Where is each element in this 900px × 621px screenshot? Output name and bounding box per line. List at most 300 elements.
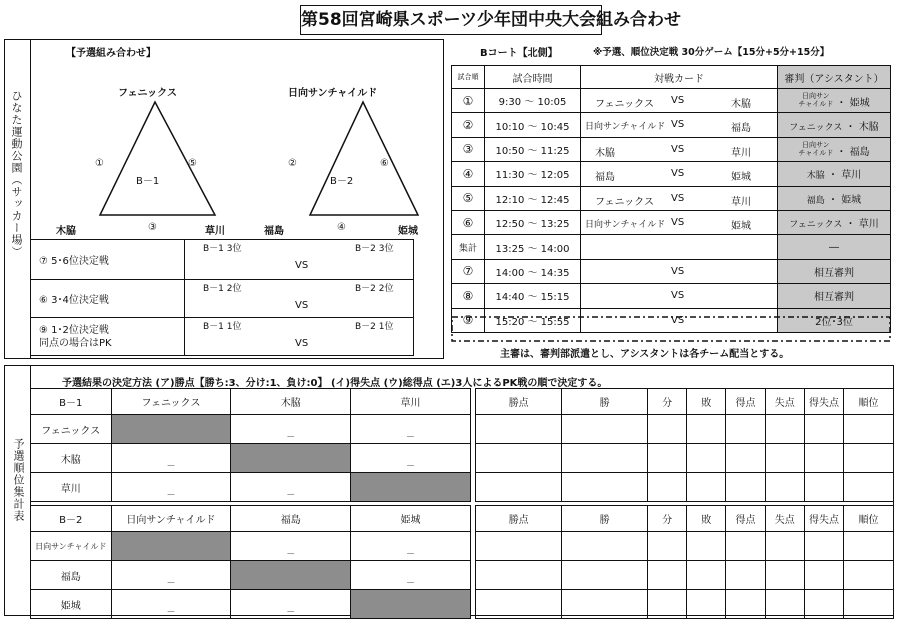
vs-label: VS xyxy=(295,338,309,349)
stat-cell[interactable] xyxy=(562,473,648,502)
standings-row xyxy=(31,444,894,473)
referee-1: 木脇 xyxy=(806,171,825,182)
stat-cell[interactable] xyxy=(804,561,843,590)
schedule-row xyxy=(452,162,891,186)
stat-cell[interactable] xyxy=(476,415,562,444)
team-row-text: 福島 xyxy=(60,571,81,583)
team-row-label xyxy=(31,473,112,502)
stat-cell[interactable] xyxy=(562,415,648,444)
stat-cell[interactable] xyxy=(562,532,648,561)
finals-table xyxy=(30,239,414,356)
match-card xyxy=(581,162,778,186)
self-cell xyxy=(351,590,471,619)
schedule-row xyxy=(452,210,891,234)
match-no xyxy=(452,137,485,161)
stat-cell[interactable] xyxy=(562,590,648,619)
result-cell xyxy=(111,473,231,502)
away-team: 草川 xyxy=(731,196,751,208)
stat-header-text: 失点 xyxy=(774,515,795,526)
standings-row xyxy=(31,590,894,619)
stat-cell[interactable] xyxy=(726,590,765,619)
stat-cell[interactable] xyxy=(476,444,562,473)
referee-1: 日向サン xyxy=(801,140,830,149)
schedule-row xyxy=(452,113,891,137)
match-no xyxy=(452,259,485,283)
b2-match-left: ② xyxy=(288,158,297,169)
team-col-text: 姫城 xyxy=(400,515,421,526)
stat-cell[interactable] xyxy=(844,561,894,590)
result-cell xyxy=(351,415,471,444)
col-header-text: 試合順 xyxy=(457,73,479,81)
referee-dot: ・ xyxy=(828,170,838,182)
court-footer: 主審は、審判部派遣とし、アシスタントは各チーム配当とする。 xyxy=(500,349,790,360)
match-no xyxy=(452,89,485,113)
result-dash: － xyxy=(286,491,296,501)
b1-name: B－1 xyxy=(136,176,160,187)
stat-cell[interactable] xyxy=(687,473,726,502)
stat-cell[interactable] xyxy=(765,590,804,619)
referee-2: 福島 xyxy=(849,146,870,158)
referee-dot: ・ xyxy=(828,194,838,206)
self-cell xyxy=(351,473,471,502)
match-time xyxy=(485,259,581,283)
referee-cell xyxy=(778,259,891,283)
result-dash: － xyxy=(406,433,416,443)
b1-match-right: ⑤ xyxy=(188,158,197,169)
court-label: Bコート【北側】 xyxy=(480,48,558,59)
referee-cell xyxy=(778,210,891,234)
stat-header-text: 分 xyxy=(662,515,673,526)
col-header xyxy=(485,66,581,89)
referee-text: ― xyxy=(829,241,839,253)
result-cell xyxy=(111,561,231,590)
final-cell xyxy=(185,240,414,280)
stat-cell[interactable] xyxy=(726,532,765,561)
team-row-label xyxy=(31,590,112,619)
stat-cell[interactable] xyxy=(726,473,765,502)
col-header xyxy=(581,66,778,89)
match-time xyxy=(485,162,581,186)
stat-cell[interactable] xyxy=(726,444,765,473)
team-col-text: 福島 xyxy=(280,515,301,526)
stat-cell[interactable] xyxy=(648,444,687,473)
stat-cell[interactable] xyxy=(648,590,687,619)
match-time-text: 14:40 ～ 15:15 xyxy=(495,292,570,304)
result-dash: － xyxy=(406,550,416,560)
away-team: 草川 xyxy=(731,147,751,159)
referee-cell xyxy=(778,113,891,137)
page-title: 第58回宮崎県スポーツ少年団中央大会組み合わせ xyxy=(300,5,602,35)
match-no-text: ⑤ xyxy=(462,191,474,206)
match-no-text: ③ xyxy=(462,142,474,157)
final-label xyxy=(31,240,185,280)
match-no-text: ② xyxy=(462,118,474,133)
away-team: 姫城 xyxy=(731,172,751,184)
schedule-row xyxy=(452,235,891,259)
match-card xyxy=(581,235,778,259)
standings-header xyxy=(31,389,894,415)
referee-1b: チャイルド xyxy=(798,100,834,109)
referee-1: フェニックス xyxy=(789,122,843,133)
referee-cell xyxy=(778,162,891,186)
schedule-table xyxy=(451,65,891,333)
match-no-text: ⑦ xyxy=(462,264,474,279)
stat-cell[interactable] xyxy=(562,561,648,590)
team-col-header xyxy=(351,389,471,415)
match-time-text: 9:30 ～ 10:05 xyxy=(498,97,567,109)
away-team: 姫城 xyxy=(731,220,751,232)
stat-cell[interactable] xyxy=(804,532,843,561)
match-time xyxy=(485,210,581,234)
team-row-text: 日向サンチャイルド xyxy=(35,541,107,551)
match-no xyxy=(452,235,485,259)
referee-2: 姫城 xyxy=(841,194,862,206)
match-card xyxy=(581,89,778,113)
stat-cell[interactable] xyxy=(562,444,648,473)
referee-text: 相互審判 xyxy=(814,267,854,279)
stat-cell[interactable] xyxy=(844,590,894,619)
stat-header xyxy=(476,506,562,532)
vs-label: VS xyxy=(671,192,685,204)
team-col-header xyxy=(231,389,351,415)
left-seed: B－1 2位 xyxy=(203,284,242,294)
referee-cell xyxy=(778,137,891,161)
match-card xyxy=(581,210,778,234)
court-note: ※予選、順位決定戦 30分ゲーム【15分+5分+15分】 xyxy=(593,47,830,58)
final-label-note: 同点の場合はPK xyxy=(39,337,112,349)
referee-dot: ・ xyxy=(845,219,856,231)
team-col-text: フェニックス xyxy=(141,398,201,409)
result-dash: － xyxy=(286,608,296,618)
match-card xyxy=(581,284,778,308)
left-seed: B－1 3位 xyxy=(203,244,242,254)
stat-header xyxy=(804,506,843,532)
stat-header-text: 得失点 xyxy=(808,515,839,526)
stat-header xyxy=(726,506,765,532)
self-cell xyxy=(231,444,351,473)
standings-header xyxy=(31,506,894,532)
home-team: 日向サンチャイルド xyxy=(585,219,666,230)
match-time xyxy=(485,137,581,161)
match-time xyxy=(485,284,581,308)
match-time-text: 11:30 ～ 12:05 xyxy=(495,170,570,182)
result-dash: － xyxy=(406,462,416,472)
result-dash: － xyxy=(286,433,296,443)
stat-header xyxy=(687,506,726,532)
result-dash: － xyxy=(286,550,296,560)
stat-header xyxy=(804,389,843,415)
result-cell xyxy=(351,532,471,561)
schedule-row xyxy=(452,259,891,283)
stat-header xyxy=(844,389,894,415)
match-no-text: ⑧ xyxy=(462,288,474,303)
triangle-b1 xyxy=(100,102,215,215)
match-no xyxy=(452,113,485,137)
match-no xyxy=(452,186,485,210)
col-header-text: 試合時間 xyxy=(512,73,553,85)
match-time-text: 10:10 ～ 10:45 xyxy=(495,121,570,133)
result-dash: － xyxy=(166,462,176,472)
stat-cell[interactable] xyxy=(765,444,804,473)
result-dash: － xyxy=(166,608,176,618)
schedule-row xyxy=(452,137,891,161)
vs-label: VS xyxy=(671,168,685,180)
match-time-text: 12:50 ～ 13:25 xyxy=(495,219,570,231)
stat-cell[interactable] xyxy=(687,444,726,473)
venue-label: ひなた運動公園（サッカー場） xyxy=(10,90,23,258)
team-row-label xyxy=(31,532,112,561)
rules-text: 予選結果の決定方法 (ア)勝点【勝ち:3、分け:1、負け:0】 (イ)得失点 (ウ)総得点 (エ)3人によるPK戦の順で決定する。 xyxy=(62,378,608,389)
match-time xyxy=(485,235,581,259)
self-cell xyxy=(111,532,231,561)
vs-label: VS xyxy=(295,260,309,271)
home-team: フェニックス xyxy=(595,196,654,208)
stat-header xyxy=(648,506,687,532)
highlight-box xyxy=(451,316,891,342)
stat-header xyxy=(726,389,765,415)
stat-header-text: 得点 xyxy=(735,398,756,409)
match-no xyxy=(452,210,485,234)
match-time xyxy=(485,113,581,137)
col-header xyxy=(778,66,891,89)
stat-cell[interactable] xyxy=(804,415,843,444)
stat-cell[interactable] xyxy=(804,590,843,619)
result-cell xyxy=(351,444,471,473)
self-cell xyxy=(231,561,351,590)
final-label xyxy=(31,280,185,318)
stat-cell[interactable] xyxy=(476,473,562,502)
match-no-text: ④ xyxy=(462,166,474,181)
match-no-text: ⑥ xyxy=(462,215,474,230)
final-label-text: ⑦ 5･6位決定戦 xyxy=(39,256,109,267)
stat-cell[interactable] xyxy=(765,415,804,444)
match-time xyxy=(485,186,581,210)
vs-label: VS xyxy=(671,95,685,106)
team-col-text: 日向サンチャイルド xyxy=(126,515,216,526)
group-name-text: B－1 xyxy=(59,398,83,409)
away-team: 木脇 xyxy=(731,99,751,110)
match-time-text: 12:10 ～ 12:45 xyxy=(495,194,570,206)
stat-header xyxy=(648,389,687,415)
referee-1: フェニックス xyxy=(789,220,843,231)
final-cell xyxy=(185,280,414,318)
referee-text: 相互審判 xyxy=(814,292,854,304)
right-seed: B－2 3位 xyxy=(355,244,394,254)
match-card xyxy=(581,137,778,161)
team-col-header xyxy=(351,506,471,532)
b2-match-bottom: ④ xyxy=(337,222,346,233)
right-seed: B－2 1位 xyxy=(355,322,394,332)
final-label-text: ⑥ 3･4位決定戦 xyxy=(39,295,109,306)
stat-cell[interactable] xyxy=(765,561,804,590)
b1-match-left: ① xyxy=(95,158,104,169)
match-time xyxy=(485,89,581,113)
right-seed: B－2 2位 xyxy=(355,284,394,294)
left-seed: B－1 1位 xyxy=(203,322,242,332)
stat-cell[interactable] xyxy=(765,532,804,561)
stat-cell[interactable] xyxy=(648,415,687,444)
stat-header xyxy=(687,389,726,415)
home-team: 日向サンチャイルド xyxy=(585,122,666,133)
referee-dot: ・ xyxy=(836,146,847,158)
vs-label: VS xyxy=(671,265,685,277)
vs-label: VS xyxy=(671,290,685,302)
final-label xyxy=(31,318,185,356)
stat-header xyxy=(765,389,804,415)
stat-cell[interactable] xyxy=(726,561,765,590)
match-card xyxy=(581,259,778,283)
stat-header-text: 順位 xyxy=(858,515,879,526)
vs-label: VS xyxy=(671,119,685,131)
vs-label: VS xyxy=(671,143,685,155)
standings-table xyxy=(30,388,894,502)
result-cell xyxy=(231,590,351,619)
match-card xyxy=(581,186,778,210)
stat-header-text: 得点 xyxy=(735,515,756,526)
standings-row xyxy=(31,561,894,590)
vs-label: VS xyxy=(295,300,309,311)
referee-1: 日向サン xyxy=(801,92,830,101)
team-row-text: 草川 xyxy=(60,483,81,495)
home-team: フェニックス xyxy=(595,99,654,110)
b2-left-team: 福島 xyxy=(264,226,284,237)
b2-right-team: 姫城 xyxy=(398,226,418,237)
b2-name: B－2 xyxy=(330,176,354,187)
final-cell xyxy=(185,318,414,356)
team-col-text: 木脇 xyxy=(280,398,301,409)
referee-cell xyxy=(778,284,891,308)
stat-cell[interactable] xyxy=(648,561,687,590)
schedule-row xyxy=(452,186,891,210)
group-name xyxy=(31,389,112,415)
stat-header-text: 敗 xyxy=(701,515,712,526)
standings-row xyxy=(31,415,894,444)
stat-header-text: 順位 xyxy=(858,398,879,409)
team-row-label xyxy=(31,444,112,473)
stat-header-text: 敗 xyxy=(701,398,712,409)
result-cell xyxy=(231,532,351,561)
groups-heading: 【予選組み合わせ】 xyxy=(66,48,156,59)
stat-cell[interactable] xyxy=(476,532,562,561)
result-cell xyxy=(351,561,471,590)
b2-match-right: ⑥ xyxy=(380,158,389,169)
b1-left-team: 木脇 xyxy=(56,226,76,237)
match-time-text: 13:25 ～ 14:00 xyxy=(495,243,570,255)
referee-cell xyxy=(778,186,891,210)
stat-header-text: 勝 xyxy=(599,515,610,526)
stat-cell[interactable] xyxy=(726,415,765,444)
stat-cell[interactable] xyxy=(844,415,894,444)
stat-cell[interactable] xyxy=(687,415,726,444)
stat-cell[interactable] xyxy=(844,473,894,502)
stat-header xyxy=(562,389,648,415)
result-dash: － xyxy=(406,579,416,589)
stat-header xyxy=(844,506,894,532)
standings-table xyxy=(30,505,894,619)
stat-cell[interactable] xyxy=(844,532,894,561)
b2-top-team: 日向サンチャイルド xyxy=(288,88,378,99)
stat-cell[interactable] xyxy=(476,561,562,590)
stat-cell[interactable] xyxy=(804,473,843,502)
stat-cell[interactable] xyxy=(844,444,894,473)
team-col-header xyxy=(111,389,231,415)
match-no-text: ⑨ xyxy=(462,313,474,328)
referee-text: 2位･3位 xyxy=(815,316,853,328)
b1-top-team: フェニックス xyxy=(118,88,177,99)
team-row-text: フェニックス xyxy=(41,425,101,437)
self-cell xyxy=(111,415,231,444)
referee-1b: チャイルド xyxy=(798,148,834,157)
referee-1: 福島 xyxy=(806,195,825,206)
group-name-text: B－2 xyxy=(59,515,83,526)
stat-cell[interactable] xyxy=(687,590,726,619)
team-col-text: 草川 xyxy=(400,398,421,409)
vs-label: VS xyxy=(671,216,685,228)
stat-header-text: 勝点 xyxy=(508,398,529,409)
summary-label: 予選順位集計表 xyxy=(12,438,25,522)
stat-cell[interactable] xyxy=(648,532,687,561)
referee-dot: ・ xyxy=(845,121,856,133)
home-team: 木脇 xyxy=(595,147,615,159)
result-cell xyxy=(111,444,231,473)
group-name xyxy=(31,506,112,532)
result-cell xyxy=(231,473,351,502)
stat-cell[interactable] xyxy=(687,532,726,561)
final-label-text: ⑨ 1･2位決定戦 xyxy=(39,324,109,336)
match-time-text: 10:50 ～ 11:25 xyxy=(495,145,570,157)
schedule-row xyxy=(452,284,891,308)
stat-header xyxy=(562,506,648,532)
b1-match-bottom: ③ xyxy=(148,222,157,233)
stat-header-text: 勝 xyxy=(599,398,610,409)
referee-2: 姫城 xyxy=(849,98,870,110)
stat-cell[interactable] xyxy=(804,444,843,473)
standings-row xyxy=(31,532,894,561)
team-col-header xyxy=(111,506,231,532)
result-dash: － xyxy=(166,579,176,589)
stat-cell[interactable] xyxy=(765,473,804,502)
stat-cell[interactable] xyxy=(648,473,687,502)
stat-cell[interactable] xyxy=(687,561,726,590)
result-cell xyxy=(231,415,351,444)
match-card xyxy=(581,113,778,137)
referee-cell xyxy=(778,235,891,259)
stat-header-text: 分 xyxy=(662,398,673,409)
match-no-text: 集計 xyxy=(458,243,477,254)
stat-header xyxy=(476,389,562,415)
referee-2: 木脇 xyxy=(858,121,879,133)
match-no xyxy=(452,284,485,308)
col-header-text: 対戦カード xyxy=(654,73,704,85)
away-team: 福島 xyxy=(731,123,751,135)
standings-row xyxy=(31,473,894,502)
referee-cell xyxy=(778,89,891,113)
team-row-label xyxy=(31,561,112,590)
match-no xyxy=(452,162,485,186)
stat-header-text: 勝点 xyxy=(508,515,529,526)
team-col-header xyxy=(231,506,351,532)
team-row-text: 木脇 xyxy=(60,454,81,466)
stat-header-text: 失点 xyxy=(774,398,795,409)
stat-header-text: 得失点 xyxy=(808,398,839,409)
match-no-text: ① xyxy=(462,93,474,108)
team-row-text: 姫城 xyxy=(60,600,81,612)
stat-header xyxy=(765,506,804,532)
referee-2: 草川 xyxy=(858,219,879,231)
vs-label: VS xyxy=(671,314,685,326)
stat-cell[interactable] xyxy=(476,590,562,619)
schedule-row xyxy=(452,89,891,113)
